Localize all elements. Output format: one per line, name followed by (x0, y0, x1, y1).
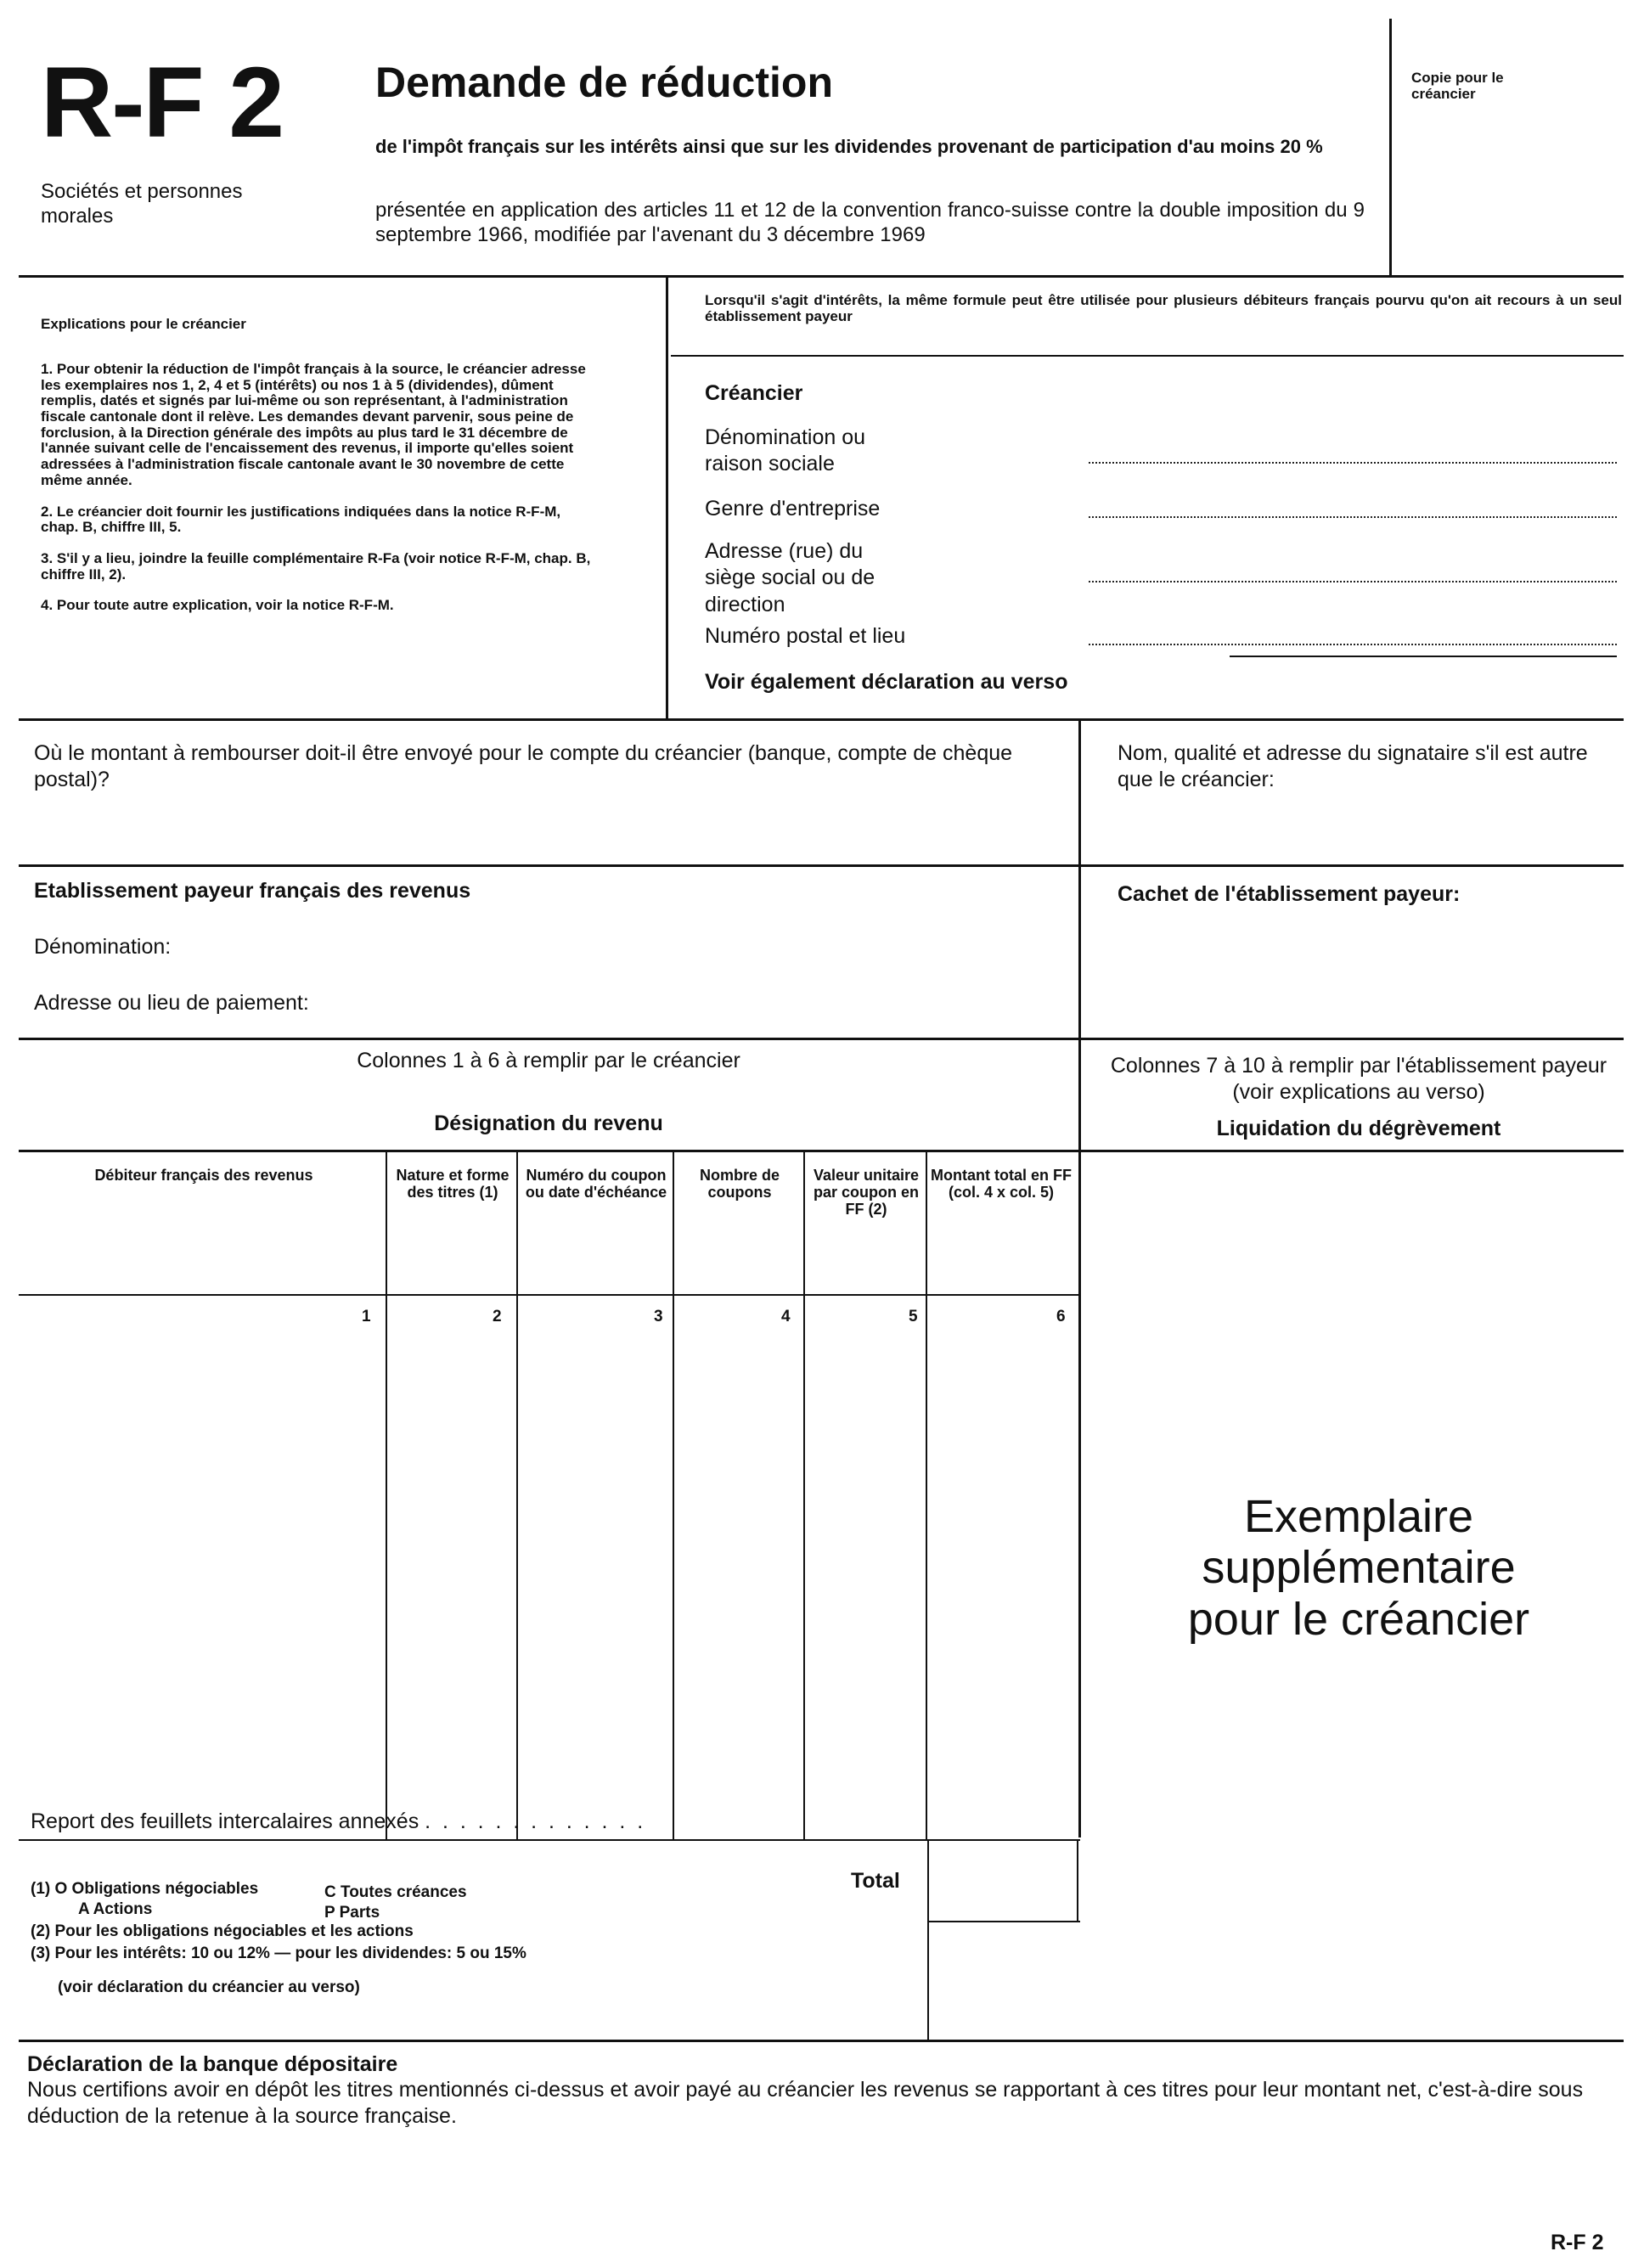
explanations-divider (666, 277, 668, 718)
creditor-address-field[interactable] (1089, 581, 1617, 582)
form-code: R-F 2 (41, 47, 283, 159)
creditor-postal-label: Numéro postal et lieu (705, 624, 906, 648)
creditor-postal-field[interactable] (1089, 644, 1617, 645)
column-header-1: Débiteur français des revenus (94, 1167, 313, 1184)
payment-divider (1078, 720, 1081, 1837)
signatory-label: Nom, qualité et adresse du signataire s'il est autre que le créancier: (1118, 741, 1588, 792)
paying-agent-address-label: Adresse ou lieu de paiement: (34, 991, 309, 1015)
column-divider (927, 1839, 929, 2040)
column-header-4: Nombre de coupons (699, 1167, 780, 1202)
table-top-rule (19, 1150, 1624, 1152)
paying-agent-heading: Etablissement payeur français des revenus (34, 879, 471, 903)
column-divider (386, 1151, 387, 1839)
explanation-item: 3. S'il y a lieu, joindre la feuille complémentaire R-Fa (voir notice R-F-M, chap. B, chiffre III, 2). (41, 549, 591, 582)
explanation-item: 4. Pour toute autre explication, voir la notice R-F-M. (41, 597, 394, 614)
creditor-type-field[interactable] (1089, 516, 1617, 518)
stamp-label: Cachet de l'établissement payeur: (1118, 882, 1461, 906)
payment-bottom-rule (19, 864, 1624, 867)
creditor-address-label: Adresse (rue) du siège social ou de direction (705, 539, 875, 616)
left-caption: Colonnes 1 à 6 à remplir par le créancier (357, 1049, 740, 1072)
footer-code: R-F 2 (1551, 2231, 1604, 2254)
creditor-note: Lorsqu'il s'agit d'intérêts, la même formule peut être utilisée pour plusieurs débiteurs français pourvu qu'on ait recours à un seul établissement payeur (705, 292, 1622, 325)
footnote-1d: P Parts (324, 1904, 380, 1922)
column-divider (673, 1151, 674, 1839)
paying-agent-name-label: Dénomination: (34, 935, 172, 959)
left-subcaption: Désignation du revenu (434, 1111, 663, 1135)
explanation-item: 2. Le créancier doit fournir les justifications indiquées dans la notice R-F-M, chap. B, chiffre III, 5. (41, 503, 561, 536)
table-bottom-rule (19, 2040, 1624, 2042)
right-subcaption: Liquidation du dégrèvement (1216, 1117, 1501, 1140)
creditor-name-field[interactable] (1089, 462, 1617, 464)
column-number: 2 (493, 1308, 502, 1325)
report-rule (19, 1839, 1080, 1841)
column-number: 1 (362, 1308, 371, 1325)
creditor-note-rule (671, 355, 1624, 357)
column-divider (803, 1151, 805, 1839)
footnote-3: (3) Pour les intérêts: 10 ou 12% — pour les dividendes: 5 ou 15% (31, 1944, 526, 1962)
form-subtitle: Sociétés et personnes morales (41, 180, 243, 228)
right-caption: Colonnes 7 à 10 à remplir par l'établissement payeur (voir explications au verso) (1110, 1054, 1607, 1105)
footnote-2: (2) Pour les obligations négociables et les actions (31, 1922, 414, 1940)
creditor-name-label: Dénomination ou raison sociale (705, 425, 866, 476)
column-number: 5 (909, 1308, 918, 1325)
explanation-item: 1. Pour obtenir la réduction de l'impôt français à la source, le créancier adresse les exemplaires nos 1, 2, 4 et 5 (intérêts) ou nos 1 à 5 (dividendes), dûment remplis, datés et signés par lui-même ou son représentant, à l'administration fiscale cantonale dont il relève. Les demandes devant parvenir, sous peine de forclusion, à la Direction générale des impôts au plus tard le 31 décembre de l'année suivant celle de l'encaissement des revenus, il importe qu'elles soient adressées à l'administration fiscale cantonale avant le 30 novembre de cette même année. (41, 361, 586, 488)
title-line-2: présentée en application des articles 11 et 12 de la convention franco-suisse contre la double imposition du 9 septembre 1966, modifiée par l'avenant du 3 décembre 1969 (375, 199, 1365, 246)
column-header-5: Valeur unitaire par coupon en FF (2) (813, 1167, 920, 1218)
footnote-1b: C Toutes créances (324, 1883, 467, 1901)
supplementary-copy-watermark: Exemplaire supplémentaire pour le créancier (1187, 1491, 1530, 1645)
copy-label: Copie pour le créancier (1411, 70, 1504, 103)
report-label: Report des feuillets intercalaires annexés . . . . . . . . . . . . . (31, 1809, 644, 1833)
column-divider (926, 1151, 927, 1839)
explanations-heading: Explications pour le créancier (41, 316, 246, 332)
header-rule (19, 275, 1624, 278)
column-header-2: Nature et forme des titres (1) (396, 1167, 510, 1202)
explanations-list (41, 362, 601, 629)
total-label: Total (851, 1869, 900, 1893)
creditor-type-label: Genre d'entreprise (705, 497, 881, 521)
column-number: 3 (654, 1308, 663, 1325)
creditor-postal-rule (1230, 656, 1617, 657)
column-header-3: Numéro du coupon ou date d'échéance (525, 1167, 667, 1202)
column-number: 6 (1056, 1308, 1066, 1325)
page-title: Demande de réduction (375, 59, 833, 106)
footnote-4: (voir déclaration du créancier au verso) (58, 1978, 360, 1996)
declaration-text: Nous certifions avoir en dépôt les titres mentionnés ci-dessus et avoir payé au créancier les revenus se rapportant à ces titres pour leur montant net, c'est-à-dire sous déduction de la retenue à la source française. (27, 2078, 1584, 2129)
see-also-note: Voir également déclaration au verso (705, 670, 1068, 694)
footnote-1a: (1) O Obligations négociables (31, 1880, 259, 1898)
paying-agent-bottom-rule (19, 1038, 1624, 1040)
report-label-text: Report des feuillets intercalaires annexés (31, 1809, 419, 1833)
creditor-bottom-rule (19, 718, 1624, 721)
creditor-heading: Créancier (705, 381, 803, 405)
column-number: 4 (781, 1308, 791, 1325)
column-header-6: Montant total en FF (col. 4 x col. 5) (931, 1167, 1072, 1202)
title-line-1: de l'impôt français sur les intérêts ainsi que sur les dividendes provenant de participation d'au moins 20 % (375, 136, 1323, 157)
header-divider (1389, 19, 1392, 275)
total-rule (927, 1921, 1080, 1922)
total-divider (1077, 1839, 1078, 1922)
column-divider (516, 1151, 518, 1839)
payment-question: Où le montant à rembourser doit-il être envoyé pour le compte du créancier (banque, compte de chèque postal)? (34, 741, 1013, 792)
declaration-heading: Déclaration de la banque dépositaire (27, 2052, 398, 2076)
footnote-1c: A Actions (78, 1900, 153, 1918)
column-header-rule (19, 1294, 1080, 1296)
